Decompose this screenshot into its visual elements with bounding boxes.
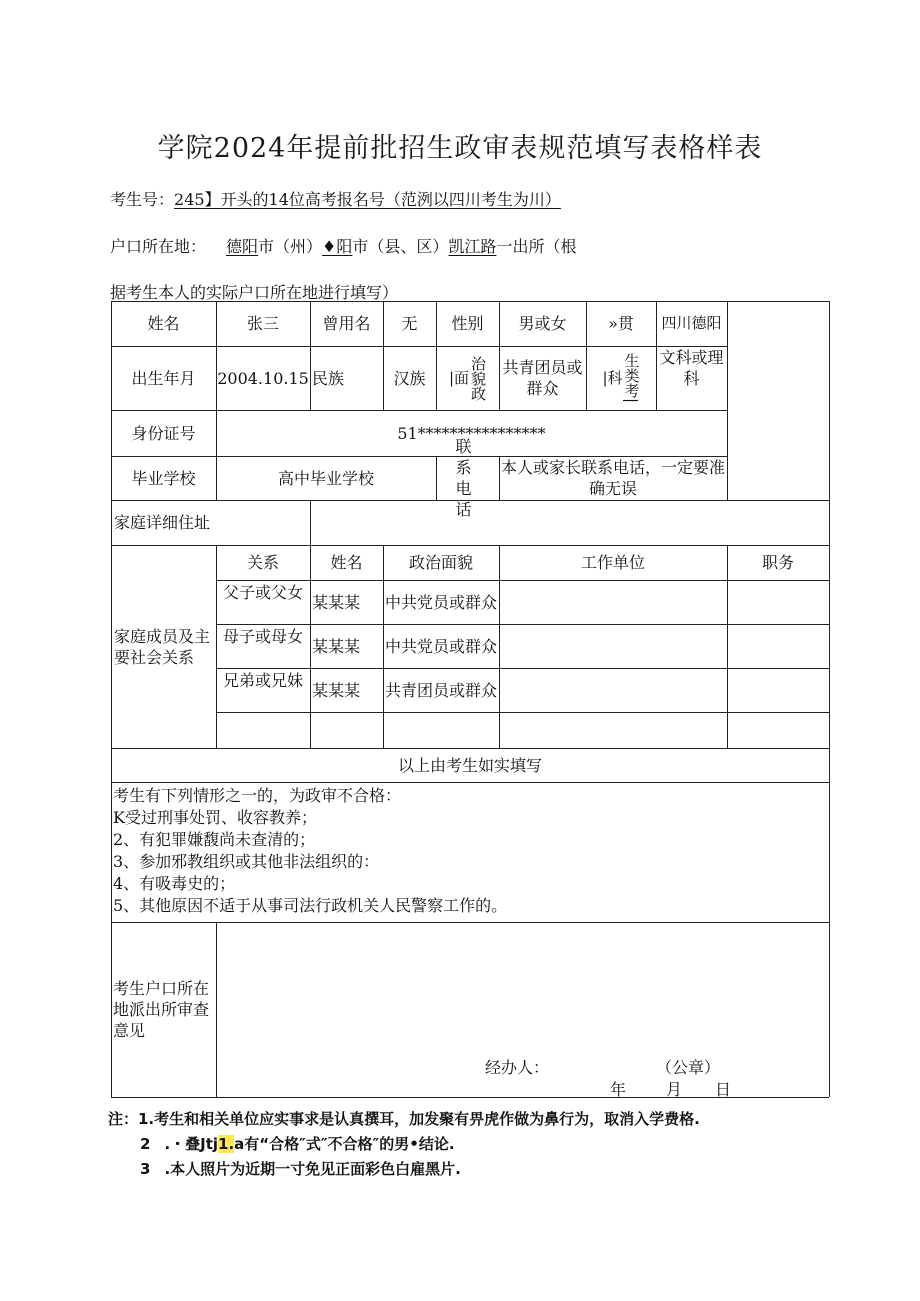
- family-header-relation: 关系: [246, 553, 279, 572]
- note-3-number: 3: [140, 1160, 151, 1178]
- birth-value: 2004.10.15: [217, 368, 309, 388]
- note-1: 注：1.考生和相关单位应实事求是认真撰耳，加发聚有畀虎作做为鼻行为，取消入学费格.: [108, 1110, 700, 1128]
- family-name: 某某某: [312, 592, 361, 612]
- native-place-value: 四川德阳: [661, 314, 722, 332]
- family-relation: 兄弟或兄妹: [222, 671, 303, 690]
- review-seal: （公章）: [656, 1058, 721, 1077]
- review-day: 日: [715, 1080, 732, 1099]
- condition-item: 2、有犯罪嫌馥尚未查清的；: [113, 830, 316, 849]
- review-label: 考生户口所在地派出所审查意见: [113, 979, 210, 1040]
- gender-value: 男或女: [518, 314, 567, 333]
- family-name: [310, 712, 383, 748]
- political-label-vertical: 治貌政: [469, 355, 488, 401]
- exam-number-label: 考生号：: [110, 190, 175, 209]
- hukou-city-suffix: 市（州）: [258, 237, 323, 256]
- school-label: 毕业学校: [131, 468, 196, 488]
- family-political: 共青团员或群众: [385, 680, 498, 700]
- conditions-block: [113, 785, 507, 917]
- review-handler: 经办人：: [485, 1058, 550, 1077]
- hukou-line: [110, 234, 576, 257]
- hukou-county-suffix: 市（县、区）: [352, 237, 449, 256]
- family-header-post: 职务: [761, 553, 794, 572]
- address-value: [310, 500, 829, 545]
- subject-value: 文科或理科: [659, 348, 724, 388]
- school-value: 高中毕业学校: [277, 468, 374, 488]
- family-relation: 母子或母女: [222, 627, 303, 646]
- exam-number-line: [110, 187, 561, 210]
- hukou-label: 户口所在地：: [110, 237, 207, 256]
- former-name-label: 曾用名: [322, 314, 371, 333]
- native-place-label: »贯: [608, 314, 634, 333]
- phone-value: 本人或家长联系电话，一定要准确无误: [501, 458, 726, 498]
- name-label: 姓名: [147, 314, 180, 333]
- family-post: [727, 668, 829, 712]
- hukou-city: 德阳: [226, 237, 259, 256]
- family-name: 某某某: [312, 680, 361, 700]
- family-header-political: 政治面貌: [408, 553, 473, 572]
- subject-label-prefix: |科: [602, 368, 623, 387]
- family-label: 家庭成员及主要社会关系: [114, 626, 211, 667]
- family-work: [499, 668, 727, 712]
- condition-intro: 考生有下列情形之一的，为政审不合格：: [113, 786, 402, 805]
- phone-label: 联系电话: [455, 437, 480, 519]
- note-2-text-b: a有“合格″式″不合格″的男•结论.: [234, 1135, 455, 1153]
- note-2: [140, 1133, 455, 1154]
- exam-number-value: 245】开头的14位高考报名号（范洌以四川考生为川）: [174, 190, 561, 209]
- hukou-station: 凯江路: [448, 237, 497, 256]
- family-political: 中共党员或群众: [385, 592, 498, 612]
- address-label: 家庭详细住址: [114, 513, 211, 532]
- note-3-text: .本人照片为近期一寸免见正面彩色白雇黑片.: [164, 1160, 461, 1178]
- family-relation: 父子或父女: [222, 583, 303, 602]
- hukou-station-suffix: 一出所（根: [496, 237, 577, 256]
- gender-label: 性别: [451, 314, 484, 333]
- hukou-county: ♦阳: [322, 237, 353, 256]
- review-year: 年: [610, 1080, 627, 1099]
- subject-label-vertical: 生类考|: [622, 352, 641, 404]
- hukou-line-2: 据考生本人的实际户口所在地进行填写）: [110, 283, 399, 302]
- family-header-name: 姓名: [330, 553, 363, 572]
- family-post: [727, 624, 829, 668]
- subject-label: [586, 346, 656, 410]
- note-2-highlight: 1.: [218, 1135, 235, 1153]
- condition-item: K受过刑事处罚、收容教养；: [113, 808, 317, 827]
- condition-item: 5、其他原因不适于从事司法行政机关人民警察工作的。: [113, 896, 508, 915]
- former-name-value: 无: [401, 314, 418, 333]
- family-post: [727, 712, 829, 748]
- page-title: 学院2024年提前批招生政审表规范填写表格样表: [157, 133, 763, 164]
- note-2-number: 2: [140, 1135, 151, 1153]
- family-work: [499, 712, 727, 748]
- condition-item: 4、有吸毒史的；: [113, 874, 236, 893]
- condition-item: 3、参加邪教组织或其他非法组织的：: [113, 852, 380, 871]
- political-value: 共青团员或群众: [502, 358, 583, 398]
- ethnic-value: 汉族: [393, 368, 426, 388]
- family-header-work: 工作单位: [580, 553, 645, 572]
- review-month: 月: [666, 1080, 683, 1099]
- id-label: 身份证号: [131, 423, 196, 443]
- family-relation: [216, 712, 310, 748]
- note-3: [140, 1158, 461, 1179]
- ethnic-label: 民族: [312, 368, 345, 388]
- political-label: [436, 346, 499, 410]
- family-political: [383, 712, 499, 748]
- fill-note: 以上由考生如实填写: [397, 755, 542, 775]
- birth-label: 出生年月: [131, 368, 196, 388]
- family-political: 中共党员或群众: [385, 636, 498, 656]
- political-label-prefix: |面: [448, 368, 470, 387]
- family-work: [499, 580, 727, 624]
- family-post: [727, 580, 829, 624]
- family-work: [499, 624, 727, 668]
- note-2-text-a: .・叠Jtj: [164, 1135, 219, 1153]
- id-value: 51****************: [397, 423, 546, 443]
- name-value: 张三: [246, 314, 279, 333]
- family-name: 某某某: [312, 636, 361, 656]
